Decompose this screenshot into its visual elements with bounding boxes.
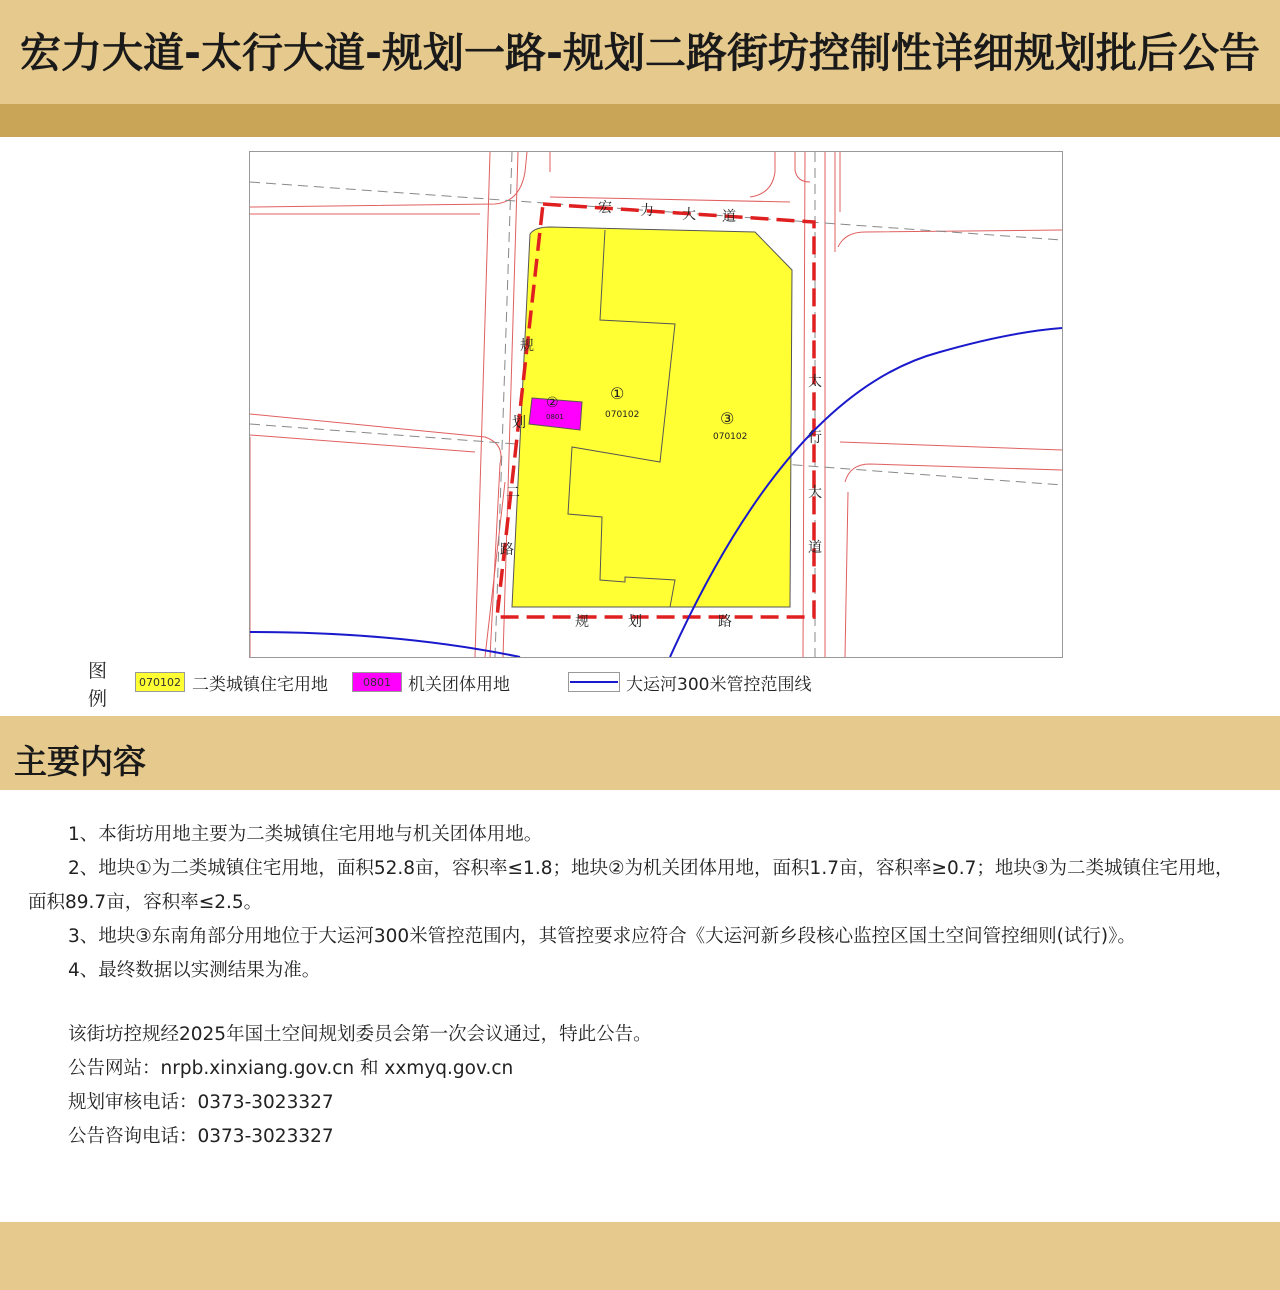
legend-title-bottom: 例: [88, 688, 108, 710]
west-road-label-3: 二: [506, 485, 520, 501]
west-road-label-1: 规: [520, 338, 534, 354]
main-content: [28, 818, 1248, 988]
content-paragraph-2: 2、地块①为二类城镇住宅用地，面积52.8亩，容积率≤1.8；地块②为机关团体用地，面积1.7亩，容积率≥0.7；地块③为二类城镇住宅用地，面积89.7亩，容积率≤2.5。: [28, 858, 1234, 913]
canal-control-line-southwest: [250, 632, 520, 657]
content-paragraph-3: 3、地块③东南角部分用地位于大运河300米管控范围内，其管控要求应符合《大运河新乡段核心监控区国土空间管控细则(试行)》。: [68, 926, 1136, 947]
legend: [0, 656, 1280, 714]
west-road-label-2: 划: [512, 415, 526, 431]
north-road-label-1: 宏: [598, 200, 612, 216]
plot-1-code: 070102: [605, 410, 640, 420]
north-road-label-3: 大: [682, 207, 696, 223]
plot-2-code: 0801: [546, 413, 564, 421]
content-paragraph-4: 4、最终数据以实测结果为准。: [68, 960, 321, 981]
legend-swatch-institutional: 0801: [352, 672, 402, 692]
approval-statement: 该街坊控规经2025年国土空间规划委员会第一次会议通过，特此公告。: [68, 1024, 652, 1045]
plot-3-id: ③: [720, 409, 735, 428]
south-road-label-3: 路: [718, 614, 732, 630]
legend-swatch-residential: 070102: [135, 672, 185, 692]
title-stripe: [0, 104, 1280, 137]
north-road-label-2: 力: [640, 203, 654, 219]
west-road-label-4: 路: [500, 542, 514, 558]
planning-map: [249, 151, 1063, 658]
footer-band: [0, 1222, 1280, 1290]
east-road-label-2: 行: [808, 430, 822, 446]
content-paragraph-1: 1、本街坊用地主要为二类城镇住宅用地与机关团体用地。: [68, 824, 543, 845]
section-band: [0, 716, 1280, 790]
east-road-label-3: 大: [808, 485, 822, 501]
north-road-label-4: 道: [722, 209, 736, 225]
consult-phone: 公告咨询电话：0373-3023327: [68, 1126, 334, 1147]
east-road-label-4: 道: [808, 540, 822, 556]
map-svg: [250, 152, 1062, 657]
notice-block: [68, 1018, 1248, 1154]
legend-label-residential: 二类城镇住宅用地: [192, 675, 328, 695]
legend-title-top: 图: [88, 660, 108, 682]
plot-3-code: 070102: [713, 432, 748, 442]
legend-label-institutional: 机关团体用地: [408, 675, 510, 695]
legend-canal-line-swatch: [568, 672, 620, 692]
plot-1-id: ①: [610, 384, 625, 403]
title-band: [0, 0, 1280, 104]
east-road-label-1: 太: [808, 374, 822, 390]
south-road-label-2: 划: [628, 614, 642, 630]
notice-website: 公告网站：nrpb.xinxiang.gov.cn 和 xxmyq.gov.cn: [68, 1058, 514, 1079]
plot-2-id: ②: [546, 395, 559, 411]
review-phone: 规划审核电话：0373-3023327: [68, 1092, 334, 1113]
page-title: 宏力大道-太行大道-规划一路-规划二路街坊控制性详细规划批后公告: [19, 29, 1261, 77]
legend-label-canal: 大运河300米管控范围线: [626, 675, 812, 695]
south-road-label-1: 规: [575, 614, 589, 630]
section-title: 主要内容: [14, 742, 146, 781]
